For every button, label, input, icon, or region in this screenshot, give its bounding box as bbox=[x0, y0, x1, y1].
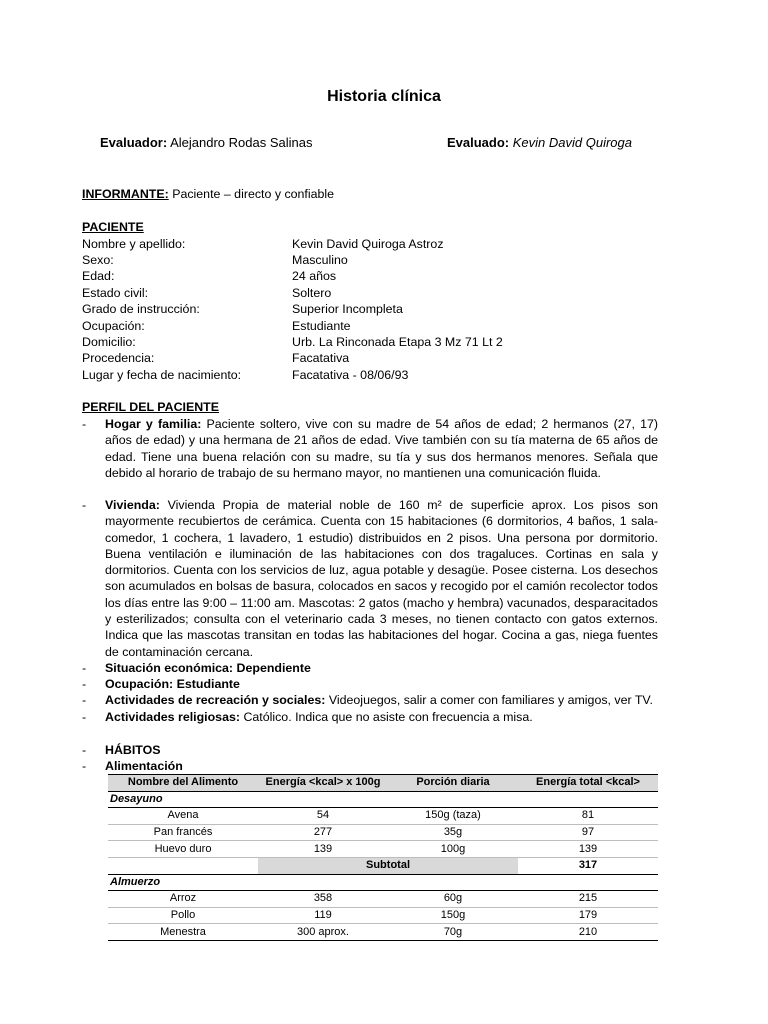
meal-label: Desayuno bbox=[108, 791, 658, 808]
field-label: Procedencia: bbox=[82, 351, 155, 365]
field-label: Estado civil: bbox=[82, 286, 149, 300]
informant-label: INFORMANTE: bbox=[82, 187, 169, 201]
table-row bbox=[108, 907, 658, 924]
table-row bbox=[108, 841, 658, 858]
occupation-line bbox=[105, 676, 240, 692]
meal-row-lunch bbox=[108, 874, 658, 891]
table-cell: Huevo duro bbox=[108, 841, 258, 858]
table-cell: Avena bbox=[108, 808, 258, 825]
table-cell: 150g (taza) bbox=[388, 808, 518, 825]
bullet-marker: - bbox=[82, 677, 87, 691]
field-value: Facatativa bbox=[292, 351, 350, 365]
table-cell: 119 bbox=[258, 907, 388, 924]
recreation-label: Actividades de recreación y sociales: bbox=[105, 693, 326, 707]
table-row bbox=[108, 924, 658, 941]
bullet-marker: - bbox=[82, 693, 87, 707]
evaluator-line bbox=[100, 135, 312, 150]
religion-line bbox=[105, 709, 533, 725]
table-header: Nombre del Alimento bbox=[108, 775, 258, 792]
table-cell: 100g bbox=[388, 841, 518, 858]
religion-value: Católico. Indica que no asiste con frecuencia a misa. bbox=[243, 710, 533, 724]
bullet-marker: - bbox=[82, 743, 87, 757]
table-cell: 358 bbox=[258, 891, 388, 908]
field-label: Nombre y apellido: bbox=[82, 237, 186, 251]
table-cell: 150g bbox=[388, 907, 518, 924]
table-header-row bbox=[108, 775, 658, 792]
table-cell: 210 bbox=[518, 924, 658, 941]
subtotal-value: 317 bbox=[518, 857, 658, 874]
field-label: Sexo: bbox=[82, 253, 114, 267]
informant-line bbox=[82, 186, 334, 202]
bullet-marker: - bbox=[82, 710, 87, 724]
table-cell: 60g bbox=[388, 891, 518, 908]
table-cell: 35g bbox=[388, 824, 518, 841]
field-value: Estudiante bbox=[292, 319, 351, 333]
economic-line bbox=[105, 660, 311, 676]
table-cell bbox=[108, 857, 258, 874]
economic-label: Situación económica: bbox=[105, 661, 234, 675]
table-cell: 81 bbox=[518, 808, 658, 825]
evaluator-label: Evaluador: bbox=[100, 135, 168, 150]
table-cell: Menestra bbox=[108, 924, 258, 941]
table-cell: 139 bbox=[518, 841, 658, 858]
field-value: Facatativa - 08/06/93 bbox=[292, 368, 409, 382]
table-row bbox=[108, 808, 658, 825]
occupation-label: Ocupación: bbox=[105, 677, 174, 691]
table-cell: 300 aprox. bbox=[258, 924, 388, 941]
table-cell: Arroz bbox=[108, 891, 258, 908]
patient-heading: PACIENTE bbox=[82, 220, 144, 234]
field-label: Edad: bbox=[82, 269, 115, 283]
subtotal-label: Subtotal bbox=[258, 857, 518, 874]
home-family-text: Paciente soltero, vive con su madre de 54 años de edad; 2 hermanos (27, 17) años de edad) y una hermana de 21 años de edad. Vive también con su tía materna de 65 años de edad. Tiene una buena relación con su madre, su tía y sus dos hermanos menores. Señala que debido al horario de trabajo de su hermano mayor, no mantienen una comunicación fluida. bbox=[105, 417, 658, 480]
meal-row-breakfast bbox=[108, 791, 658, 808]
field-label: Domicilio: bbox=[82, 335, 136, 349]
field-label: Grado de instrucción: bbox=[82, 302, 200, 316]
home-family-paragraph bbox=[105, 416, 658, 481]
table-cell: 179 bbox=[518, 907, 658, 924]
recreation-line bbox=[105, 692, 653, 708]
field-value: Superior Incompleta bbox=[292, 302, 403, 316]
evaluee-label: Evaluado: bbox=[447, 135, 510, 150]
document-title: Historia clínica bbox=[327, 88, 441, 105]
table-cell: Pollo bbox=[108, 907, 258, 924]
table-header: Energía <kcal> x 100g bbox=[258, 775, 388, 792]
bullet-marker: - bbox=[82, 498, 87, 512]
bullet-marker: - bbox=[82, 759, 87, 773]
housing-label: Vivienda: bbox=[105, 498, 160, 512]
table-row bbox=[108, 891, 658, 908]
table-cell: 97 bbox=[518, 824, 658, 841]
bullet-marker: - bbox=[82, 417, 87, 431]
field-value: Kevin David Quiroga Astroz bbox=[292, 237, 444, 251]
religion-label: Actividades religiosas: bbox=[105, 710, 240, 724]
table-cell: 54 bbox=[258, 808, 388, 825]
table-cell: 139 bbox=[258, 841, 388, 858]
table-cell: 215 bbox=[518, 891, 658, 908]
table-cell: 70g bbox=[388, 924, 518, 941]
meal-label: Almuerzo bbox=[108, 874, 658, 891]
economic-value: Dependiente bbox=[236, 661, 311, 675]
table-header: Porción diaria bbox=[388, 775, 518, 792]
informant-value: Paciente – directo y confiable bbox=[172, 187, 335, 201]
recreation-value: Videojuegos, salir a comer con familiares y amigos, ver TV. bbox=[328, 693, 653, 707]
housing-paragraph bbox=[105, 497, 658, 660]
subtotal-row bbox=[108, 857, 658, 874]
field-label: Ocupación: bbox=[82, 319, 145, 333]
table-cell: 277 bbox=[258, 824, 388, 841]
evaluee-name: Kevin David Quiroga bbox=[512, 135, 632, 150]
food-label: Alimentación bbox=[105, 759, 183, 773]
occupation-value: Estudiante bbox=[176, 677, 240, 691]
field-value: Masculino bbox=[292, 253, 348, 267]
home-family-label: Hogar y familia: bbox=[105, 417, 202, 431]
habits-heading: HÁBITOS bbox=[105, 743, 161, 757]
profile-heading: PERFIL DEL PACIENTE bbox=[82, 400, 220, 414]
bullet-marker: - bbox=[82, 661, 87, 675]
evaluator-name: Alejandro Rodas Salinas bbox=[170, 135, 313, 150]
housing-text: Vivienda Propia de material noble de 160 m² de superficie aprox. Los pisos son mayormente recubiertos de cerámica. Cuenta con 15 habitaciones (6 dormitorios, 4 baños, 1 sala-comedor, 1 cochera, 1 lavadero, 1 estudio) distribuidos en 2 pisos. Una persona por dormitorio. Buena ventilación e iluminación de las habitaciones con dos tragaluces. Cortinas en sala y dormitorios. Cuenta con los servicios de luz, agua potable y desagüe. Posee cisterna. Los desechos son acumulados en bolsas de basura, colocados en sacos y recogido por el camión recolector todos los días entre las 9:00 – 11:00 am. Mascotas: 2 gatos (macho y hembra) vacunados, desparacitados y esterilizados; consulta con el veterinario cada 3 meses, no tienen contacto con gatos externos. Indica que las mascotas transitan en todas las habitaciones del hogar. Cocina a gas, niega fuentes de contaminación cercana. bbox=[105, 498, 658, 659]
field-value: Urb. La Rinconada Etapa 3 Mz 71 Lt 2 bbox=[292, 335, 503, 349]
field-label: Lugar y fecha de nacimiento: bbox=[82, 368, 242, 382]
evaluee-line bbox=[447, 135, 632, 150]
field-value: Soltero bbox=[292, 286, 332, 300]
table-cell: Pan francés bbox=[108, 824, 258, 841]
food-table bbox=[108, 774, 658, 941]
table-row bbox=[108, 824, 658, 841]
table-header: Energía total <kcal> bbox=[518, 775, 658, 792]
field-value: 24 años bbox=[292, 269, 337, 283]
